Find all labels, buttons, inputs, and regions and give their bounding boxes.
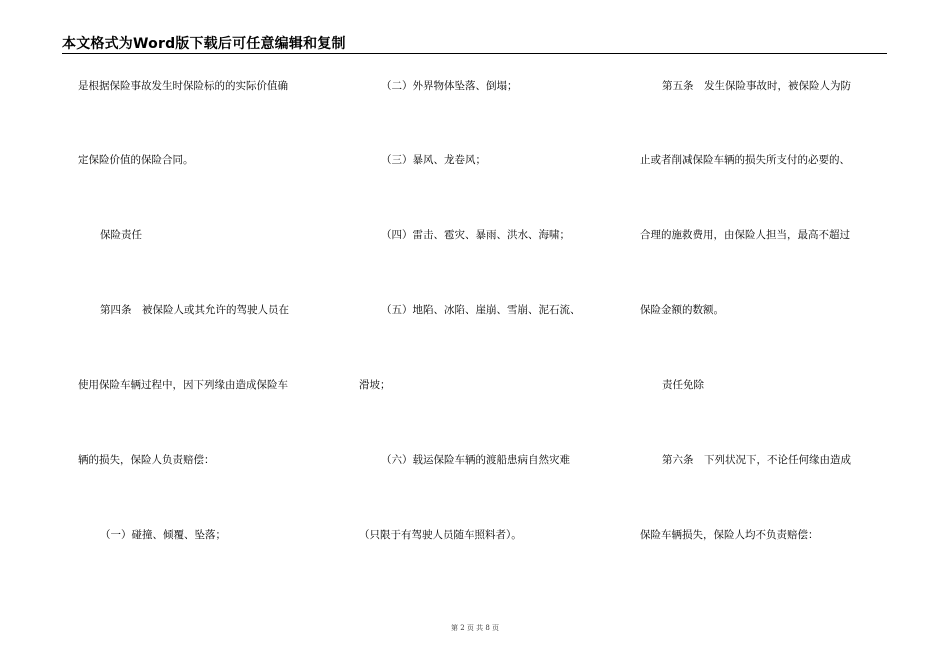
text-line: （四）雷击、雹灾、暴雨、洪水、海啸； — [381, 229, 570, 241]
text-line: 是根据保险事故发生时保险标的的实际价值确 — [78, 80, 288, 92]
text-line: （五）地陷、冰陷、崖崩、雪崩、泥石流、 — [381, 304, 581, 316]
section-heading: 保险责任 — [100, 229, 142, 241]
text-line: 保险车辆损失，保险人均不负责赔偿： — [640, 529, 819, 541]
text-line: （只限于有驾驶人员随车照料者）。 — [359, 529, 522, 541]
text-line: 第五条 发生保险事故时，被保险人为防 — [662, 80, 851, 92]
text-line: 滑坡； — [359, 379, 391, 391]
section-heading: 责任免除 — [662, 379, 704, 391]
page-header-title: 本文格式为Word版下载后可任意编辑和复制 — [62, 36, 346, 52]
text-line: （一）碰撞、倾覆、坠落； — [100, 529, 226, 541]
text-line: 止或者削减保险车辆的损失所支付的必要的、 — [640, 154, 850, 166]
text-line: 使用保险车辆过程中，因下列缘由造成保险车 — [78, 379, 288, 391]
header-divider — [62, 53, 887, 54]
text-line: 辆的损失，保险人负责赔偿： — [78, 454, 215, 466]
text-line: （三）暴风、龙卷风； — [381, 154, 486, 166]
text-line: 合理的施救费用，由保险人担当，最高不超过 — [640, 229, 850, 241]
text-line: （二）外界物体坠落、倒塌； — [381, 80, 518, 92]
text-line: 第六条 下列状况下，不论任何缘由造成 — [662, 454, 851, 466]
text-line: 保险金额的数额。 — [640, 304, 724, 316]
page-number: 第 2 页 共 8 页 — [450, 624, 500, 632]
text-line: （六）载运保险车辆的渡船患病自然灾难 — [381, 454, 570, 466]
text-line: 第四条 被保险人或其允许的驾驶人员在 — [100, 304, 289, 316]
text-line: 定保险价值的保险合同。 — [78, 154, 194, 166]
